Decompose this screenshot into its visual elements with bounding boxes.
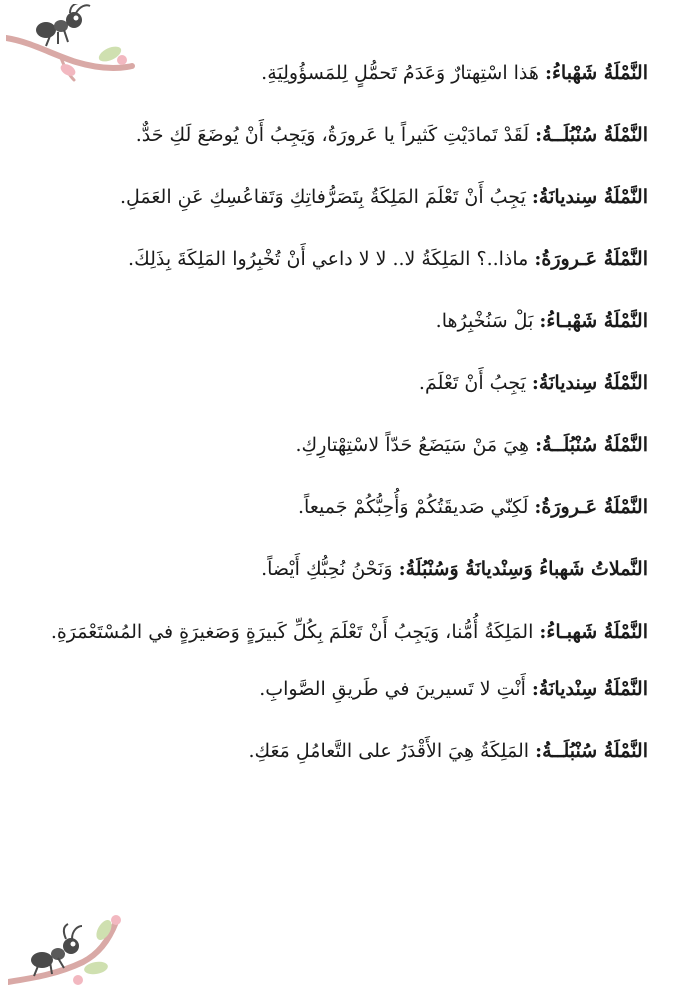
speaker-name: النَّمْلَةُ شَهْباءُ:: [544, 62, 648, 84]
dialogue-line: [42, 244, 648, 274]
dialogue-line: [42, 58, 648, 88]
speaker-name: النَّملاتُ شَهباءُ وَسِنْديانَةُ وَسُنْبُلَةُ:: [398, 558, 648, 580]
line-text: بَلْ سَنُخْبِرُها.: [435, 310, 534, 332]
dialogue-line: [42, 674, 648, 704]
speaker-name: النَّمْلَةُ عَـرورَةُ:: [534, 248, 648, 270]
dialogue-line: [42, 120, 648, 150]
dialogue-line: [42, 736, 648, 766]
dialogue-line: [42, 616, 648, 648]
speaker-name: النَّمْلَةُ سُنْبُلَــةُ:: [535, 740, 648, 762]
speaker-name: النَّمْلَةُ سِنْديانَةُ:: [531, 678, 648, 700]
speaker-name: النَّمْلَةُ شَهْبـاءُ:: [539, 310, 648, 332]
ant-on-branch-icon: [8, 908, 128, 994]
speaker-name: النَّمْلَةُ سُنْبُلَــةُ:: [535, 124, 648, 146]
dialogue-line: [42, 182, 648, 212]
dialogue-line: [42, 430, 648, 460]
dialogue-line: [42, 368, 648, 398]
line-text: لَقَدْ تَمادَيْتِ كَثيراً يا عَرورَةُ، وَيَجِبُ أَنْ يُوضَعَ لَكِ حَدٌّ.: [135, 124, 530, 146]
line-text: يَجِبُ أَنْ تَعْلَمَ المَلِكَةُ بِتَصَرُّفاتِكِ وَتَقاعُسِكِ عَنِ العَمَلِ.: [119, 186, 526, 208]
line-text: يَجِبُ أَنْ تَعْلَمَ.: [418, 372, 526, 394]
speaker-name: النَّمْلَةُ عَـرورَةُ:: [534, 496, 648, 518]
line-text: هَذا اسْتِهتارٌ وَعَدَمُ تَحمُّلٍ لِلمَسؤُولِيَةِ.: [261, 62, 539, 84]
dialogue-text: [42, 58, 648, 798]
line-text: هِيَ مَنْ سَيَضَعُ حَدّاً لاسْتِهْتارِكِ.: [295, 434, 530, 456]
dialogue-line: [42, 554, 648, 584]
dialogue-line: [42, 306, 648, 336]
line-text: أَنْتِ لا تَسيرينَ في طَريقِ الصَّوابِ.: [259, 678, 526, 700]
line-text: وَنَحْنُ نُحِبُّكِ أَيْضاً.: [261, 558, 393, 580]
dialogue-line: [42, 492, 648, 522]
line-text: المَلِكَةُ هِيَ الأَقْدَرُ على التَّعامُلِ مَعَكِ.: [248, 740, 530, 762]
speaker-name: النَّمْلَةُ سُنْبُلَــةُ:: [535, 434, 648, 456]
speaker-name: النَّمْلَةُ شَهبـاءُ:: [539, 621, 648, 643]
line-text: المَلِكَةُ أُمُّنا، وَيَجِبُ أَنْ تَعْلَمَ بِكُلِّ كَبيرَةٍ وَصَغيرَةٍ في المُسْتَعْمَرَةِ.: [50, 621, 534, 643]
line-text: ماذا..؟ المَلِكَةُ لا.. لا لا داعي أَنْ تُخْبِرُوا المَلِكَةَ بِذَلِكَ.: [128, 248, 529, 270]
speaker-name: النَّمْلَةُ سِنديانَةُ:: [531, 372, 648, 394]
line-text: لَكِنّي صَديقَتُكُمْ وَأُحِبُّكُمْ جَميعاً.: [297, 496, 529, 518]
speaker-name: النَّمْلَةُ سِنديانَةُ:: [531, 186, 648, 208]
